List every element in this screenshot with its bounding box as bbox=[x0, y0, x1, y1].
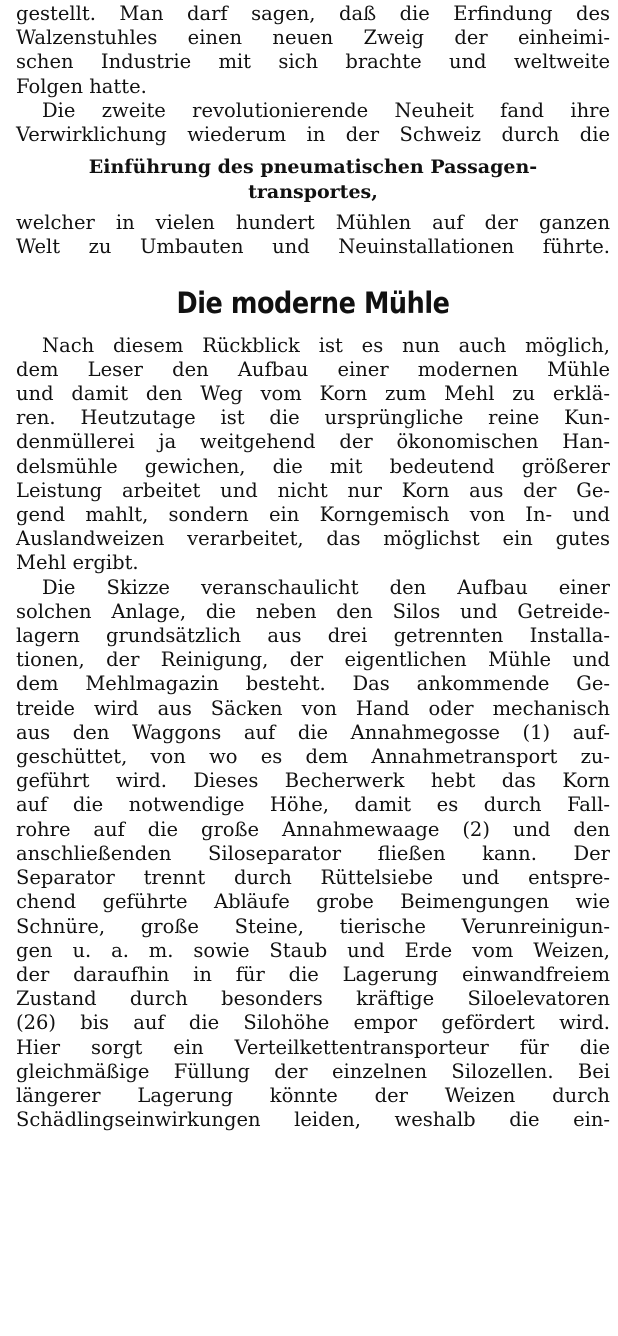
text-line: tionen, der Reinigung, der eigentlichen Mühle und bbox=[16, 648, 610, 672]
text-line: Folgen hatte. bbox=[16, 74, 147, 98]
text-line: rohre auf die große Annahmewaage (2) und den bbox=[16, 817, 610, 841]
text-line: aus den Waggons auf die Annahmegosse (1) auf- bbox=[16, 720, 610, 744]
emphasis-block bbox=[16, 155, 610, 205]
text-line: Auslandweizen verarbeitet, das möglichst ein gutes bbox=[16, 527, 610, 551]
text-line: Die zweite revolutionierende Neuheit fand ihre bbox=[42, 98, 610, 122]
text-line: geführt wird. Dieses Becherwerk hebt das Korn bbox=[16, 769, 610, 793]
text-line: treide wird aus Säcken von Hand oder mechanisch bbox=[16, 696, 610, 720]
text-line: Nach diesem Rückblick ist es nun auch möglich, bbox=[42, 333, 610, 357]
paragraph-continuation bbox=[16, 211, 610, 259]
text-line: lagern grundsätzlich aus drei getrennten Installa- bbox=[16, 624, 610, 648]
text-line: Schädlingseinwirkungen leiden, weshalb die ein- bbox=[16, 1108, 610, 1132]
text-line: ren. Heutzutage ist die ursprüngliche reine Kun- bbox=[16, 406, 610, 430]
text-line: Separator trennt durch Rüttelsiebe und entspre- bbox=[16, 866, 610, 890]
text-line: delsmühle gewichen, die mit bedeutend größerer bbox=[16, 454, 610, 478]
paragraph-intro-end bbox=[16, 2, 610, 99]
text-line: Verwirklichung wiederum in der Schweiz durch die bbox=[16, 123, 610, 147]
text-line: Walzenstuhles einen neuen Zweig der einheimi- bbox=[16, 26, 610, 50]
text-line: gen u. a. m. sowie Staub und Erde vom Weizen, bbox=[16, 938, 610, 962]
text-line: Mehl ergibt. bbox=[16, 551, 139, 575]
text-line: gleichmäßige Füllung der einzelnen Silozellen. Bei bbox=[16, 1059, 610, 1083]
text-line: dem Mehlmagazin besteht. Das ankommende Ge- bbox=[16, 672, 610, 696]
text-line: Hier sorgt ein Verteilkettentransporteur für die bbox=[16, 1035, 610, 1059]
text-line: (26) bis auf die Silohöhe empor gefördert wird. bbox=[16, 1011, 610, 1035]
text-line: der daraufhin in für die Lagerung einwandfreiem bbox=[16, 962, 610, 986]
text-line: dem Leser den Aufbau einer modernen Mühle bbox=[16, 357, 610, 381]
section-heading: Die moderne Mühle bbox=[176, 285, 450, 320]
paragraph-sketch-description bbox=[16, 576, 610, 1133]
emphasis-line: transportes, bbox=[248, 181, 378, 204]
text-line: solchen Anlage, die neben den Silos und Getreide- bbox=[16, 599, 610, 623]
text-line: anschließenden Siloseparator fließen kann. Der bbox=[16, 841, 610, 865]
text-line: geschüttet, von wo es dem Annahmetransport zu- bbox=[16, 745, 610, 769]
text-line: denmüllerei ja weitgehend der ökonomischen Han- bbox=[16, 430, 610, 454]
text-line: welcher in vielen hundert Mühlen auf der ganzen bbox=[16, 211, 610, 235]
emphasis-line: Einführung des pneumatischen Passagen- bbox=[88, 156, 538, 179]
text-line: Die Skizze veranschaulicht den Aufbau einer bbox=[42, 575, 610, 599]
paragraph-second-innovation bbox=[16, 99, 610, 147]
text-line: Welt zu Umbauten und Neuinstallationen führte. bbox=[16, 235, 610, 259]
text-line: chend geführte Abläufe grobe Beimengungen wie bbox=[16, 890, 610, 914]
text-line: gend mahlt, sondern ein Korngemisch von In- und bbox=[16, 503, 610, 527]
text-line: längerer Lagerung könnte der Weizen durch bbox=[16, 1083, 610, 1107]
text-line: auf die notwendige Höhe, damit es durch Fall- bbox=[16, 793, 610, 817]
text-line: gestellt. Man darf sagen, daß die Erfindung des bbox=[16, 2, 610, 25]
text-line: Leistung arbeitet und nicht nur Korn aus der Ge- bbox=[16, 478, 610, 502]
text-line: und damit den Weg vom Korn zum Mehl zu erklä- bbox=[16, 382, 610, 406]
paragraph-modern-mill bbox=[16, 334, 610, 576]
text-line: Schnüre, große Steine, tierische Verunreinigun- bbox=[16, 914, 610, 938]
text-line: Zustand durch besonders kräftige Siloelevatoren bbox=[16, 987, 610, 1011]
text-line: schen Industrie mit sich brachte und weltweite bbox=[16, 50, 610, 74]
